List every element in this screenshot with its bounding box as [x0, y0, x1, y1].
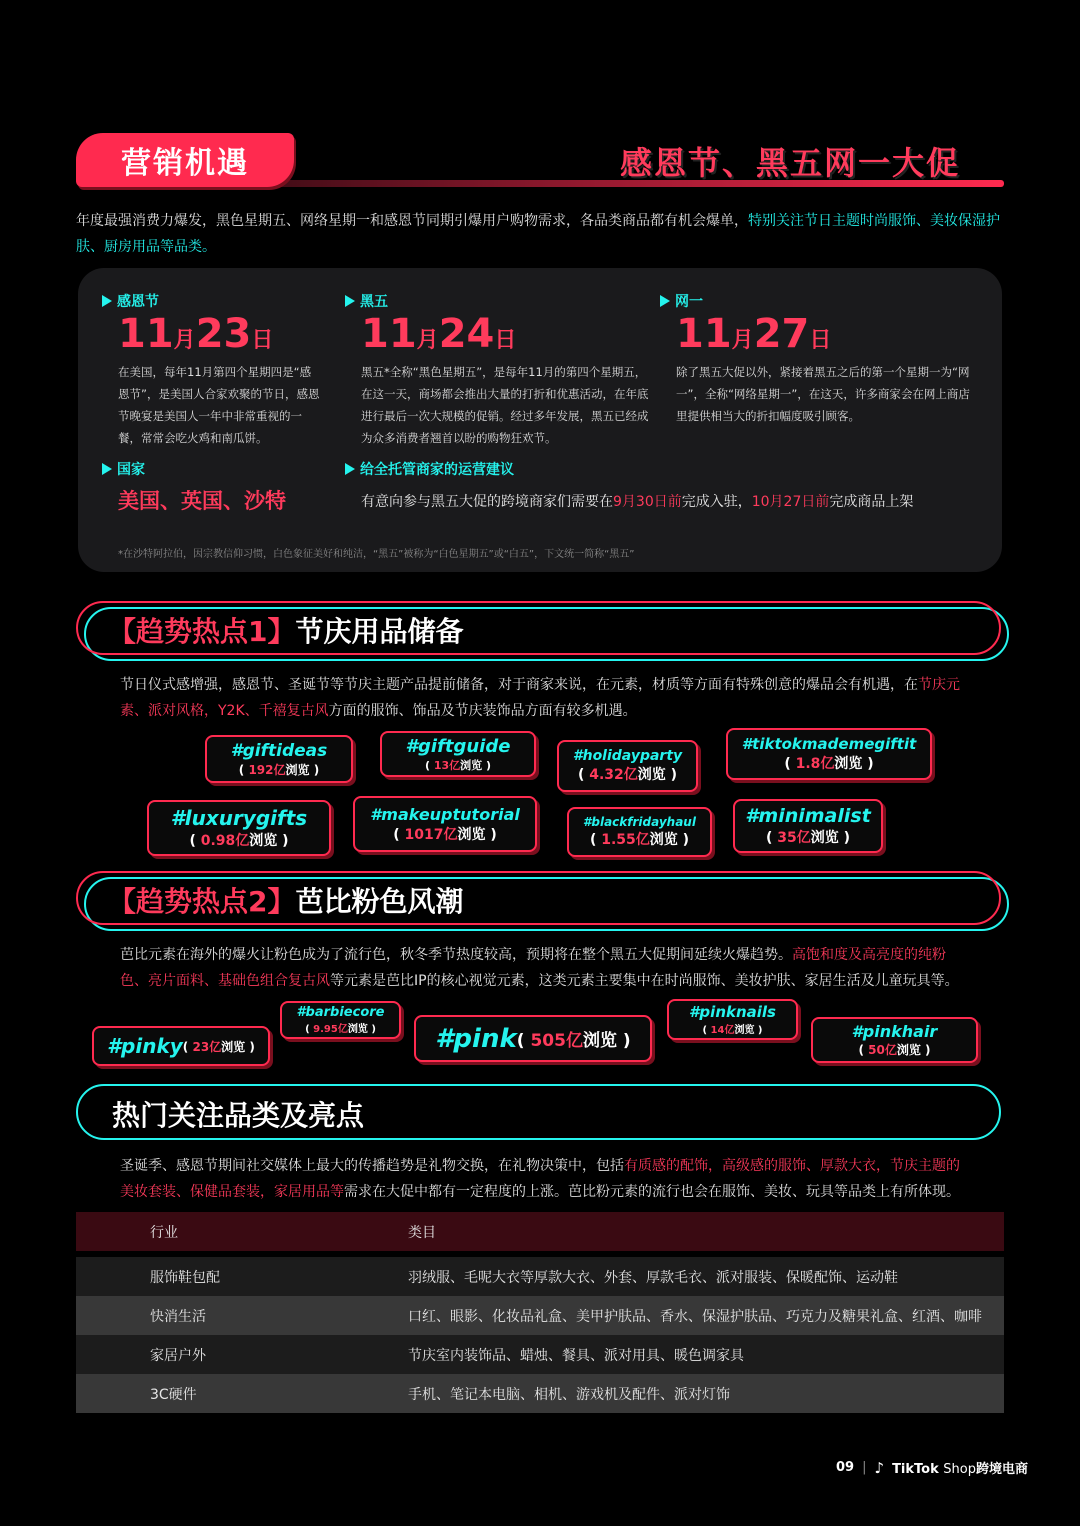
- holiday-cybermonday: 网一 11月27日 除了黑五大促以外，紧接着黑五之后的第一个星期一为“网一”，全称“网络星期一”，在这天，许多商家会在网上商店里提供相当大的折扣幅度吸引顾客。: [660, 291, 980, 427]
- column-header: 类目: [408, 1224, 436, 1241]
- play-icon: [345, 295, 355, 307]
- hashtag-giftguide: #giftguide ( 13亿浏览 ): [380, 731, 536, 777]
- hot-paragraph: 圣诞季、感恩节期间社交媒体上最大的传播趋势是礼物交换，在礼物决策中，包括有质感的配饰，高级感的服饰、厚款大衣，节庆主题的美妆套装、保健品套装，家居用品等需求在大促中都有一定程度的上涨。芭比粉元素的流行也会在服饰、美妆、玩具等品类上有所体现。: [120, 1158, 960, 1200]
- hashtag-blackfridayhaul: #blackfridayhaul ( 1.55亿浏览 ): [567, 807, 712, 857]
- hashtag-holidayparty: #holidayparty ( 4.32亿浏览 ): [557, 740, 698, 792]
- section-badge: 营销机遇: [76, 133, 294, 187]
- hashtag-luxurygifts: #luxurygifts ( 0.98亿浏览 ): [147, 800, 331, 856]
- play-icon: [660, 295, 670, 307]
- holiday-thanksgiving: 感恩节 11月23日 在美国，每年11月第四个星期四是“感恩节”，是美国人合家欢聚的节日，感恩节晚宴是美国人一年中非常重视的一餐，常常会吃火鸡和南瓜饼。: [102, 291, 322, 449]
- hashtag-barbiecore: #barbiecore ( 9.95亿浏览 ): [280, 1001, 401, 1039]
- brand-name: TikTok: [892, 1462, 939, 1477]
- trend2-paragraph: 芭比元素在海外的爆火让粉色成为了流行色，秋冬季节热度较高，预期将在整个黑五大促期间延续火爆趋势。高饱和度及高亮度的纯粉色、亮片面料、基础色组合复古风等元素是芭比IP的核心视觉元素，这类元素主要集中在时尚服饰、美妆护肤、家居生活及儿童玩具等。: [120, 947, 959, 989]
- table-header: [76, 1212, 1004, 1251]
- page-title: 感恩节、黑五网一大促: [619, 144, 960, 182]
- play-icon: [345, 463, 355, 475]
- category-table: [76, 1212, 1004, 1413]
- trend2-heading: 【趋势热点2】芭比粉色风潮: [108, 885, 464, 918]
- table-row: 快消生活 口红、眼影、化妆品礼盒、美甲护肤品、香水、保湿护肤品、巧克力及糖果礼盒、红酒、咖啡: [76, 1296, 1004, 1335]
- hashtag-pinknails: #pinknails ( 14亿浏览 ): [667, 999, 798, 1040]
- hashtag-minimalist: #minimalist ( 35亿浏览 ): [733, 799, 883, 853]
- hashtag-pinky: #pinky ( 23亿浏览 ): [92, 1026, 270, 1066]
- footnote: *在沙特阿拉伯，因宗教信仰习惯，白色象征美好和纯洁，“黑五”被称为“白色星期五”或“白五”，下文统一简称“黑五”: [118, 549, 635, 560]
- country-block: 国家 美国、英国、沙特: [102, 459, 322, 515]
- play-icon: [102, 295, 112, 307]
- holiday-blackfriday: 黑五 11月24日 黑五*全称“黑色星期五”，是每年11月的第四个星期五，在这一天，商场都会推出大量的打折和优惠活动，在年底进行最后一次大规模的促销。经过多年发展，黑五已经成为众多消费者翘首以盼的购物狂欢节。: [345, 291, 650, 449]
- hashtag-pinkhair: #pinkhair ( 50亿浏览 ): [811, 1017, 978, 1063]
- column-header: 行业: [150, 1224, 178, 1241]
- intro-paragraph: 年度最强消费力爆发，黑色星期五、网络星期一和感恩节同期引爆用户购物需求，各品类商品都有机会爆单，特别关注节日主题时尚服饰、美妆保湿护肤、厨房用品等品类。: [76, 213, 1000, 255]
- trend1-paragraph: 节日仪式感增强，感恩节、圣诞节等节庆主题产品提前储备，对于商家来说，在元素，材质等方面有特殊创意的爆品会有机遇，在节庆元素、派对风格，Y2K、千禧复古风方面的服饰、饰品及节庆装饰品方面有较多机遇。: [120, 677, 960, 719]
- advice-block: 给全托管商家的运营建议 有意向参与黑五大促的跨境商家们需要在9月30日前完成入驻，10月27日前完成商品上架: [345, 459, 985, 511]
- hashtag-makeuptutorial: #makeuptutorial ( 1017亿浏览 ): [353, 796, 537, 852]
- hot-heading: 热门关注品类及亮点: [112, 1099, 365, 1132]
- trend1-heading: 【趋势热点1】节庆用品储备: [108, 615, 464, 648]
- hashtag-giftideas: #giftideas ( 192亿浏览 ): [205, 735, 353, 783]
- tiktok-logo-icon: ♪: [874, 1458, 885, 1477]
- page-number: 09: [836, 1460, 855, 1475]
- page-footer: 09 | ♪ TikTok Shop跨境电商: [836, 1458, 1028, 1477]
- table-row: 3C硬件 手机、笔记本电脑、相机、游戏机及配件、派对灯饰: [76, 1374, 1004, 1413]
- hashtag-pink: #pink ( 505亿浏览 ): [414, 1015, 652, 1062]
- play-icon: [102, 463, 112, 475]
- table-row: 家居户外 节庆室内装饰品、蜡烛、餐具、派对用具、暖色调家具: [76, 1335, 1004, 1374]
- table-row: 服饰鞋包配 羽绒服、毛呢大衣等厚款大衣、外套、厚款毛衣、派对服装、保暖配饰、运动鞋: [76, 1257, 1004, 1296]
- hashtag-tiktokmademegiftit: #tiktokmademegiftit ( 1.8亿浏览 ): [726, 728, 932, 780]
